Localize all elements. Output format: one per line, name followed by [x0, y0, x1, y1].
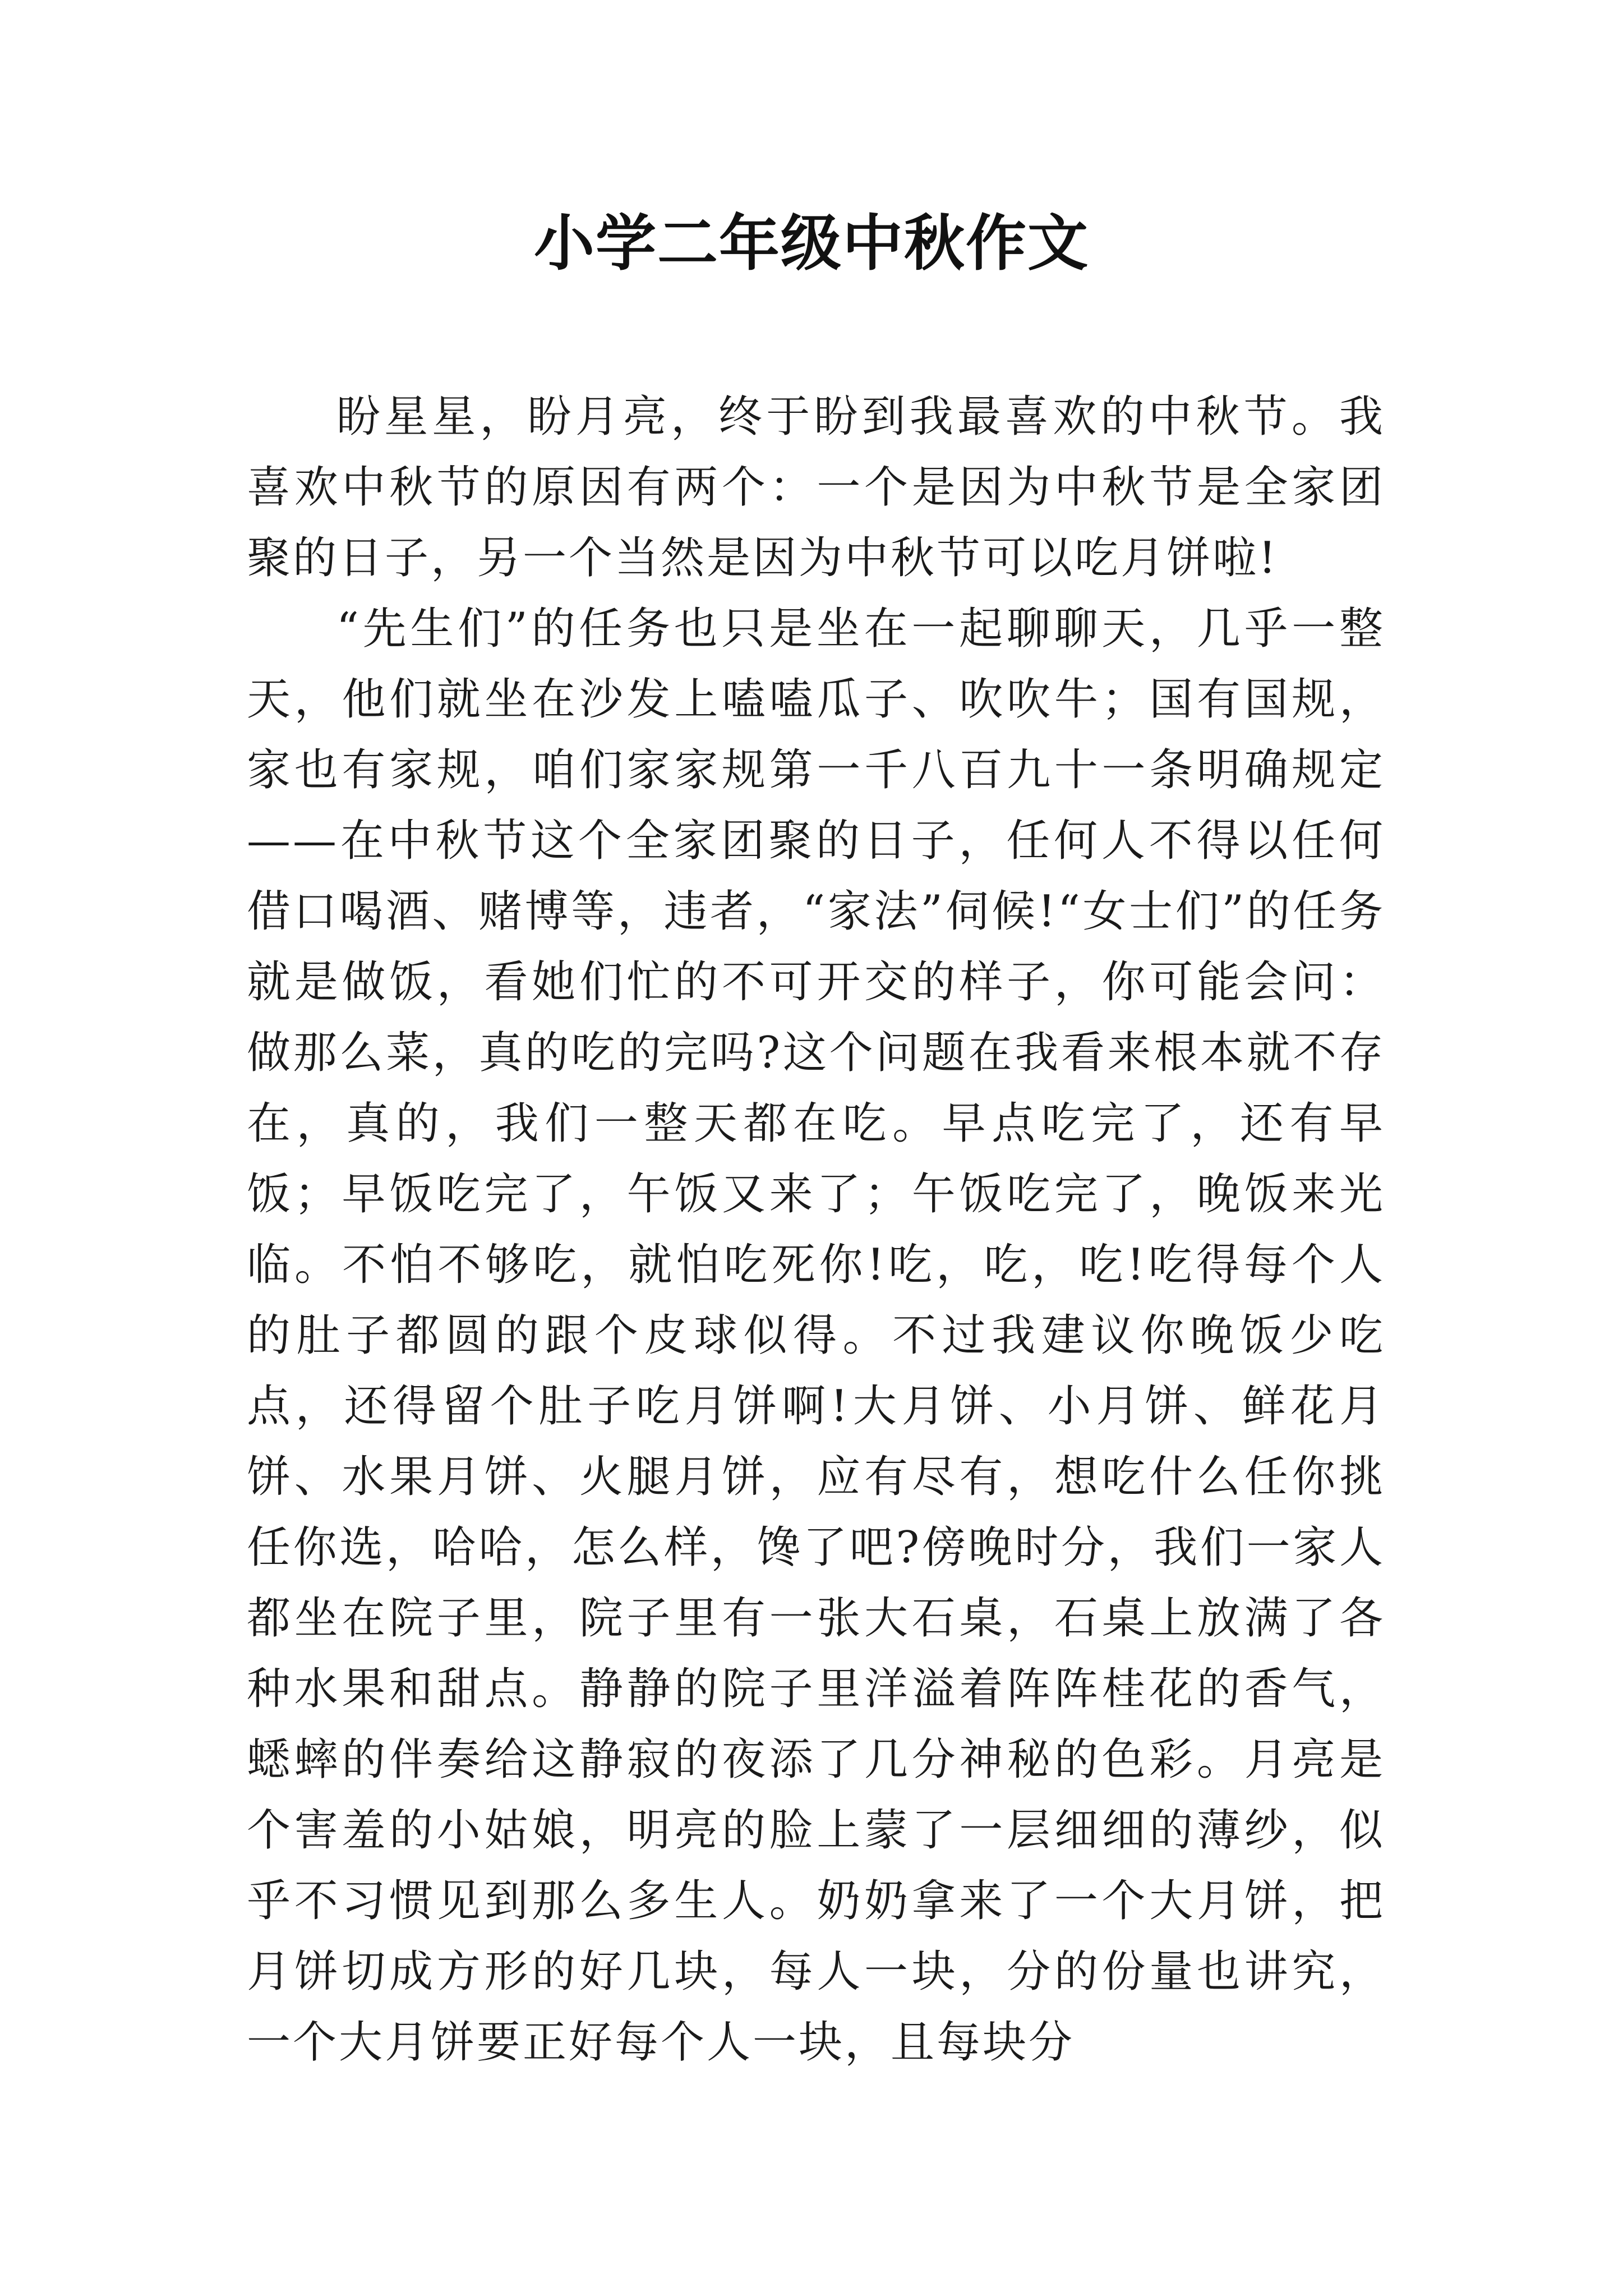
paragraph-main: “先生们”的任务也只是坐在一起聊聊天，几乎一整天，他们就坐在沙发上嗑嗑瓜子、吹吹牛；国有国规，家也有家规，咱们家家规第一千八百九十一条明确规定——在中秋节这个全家团聚的日子，任何人不得以任何借口喝酒、赌博等，违者，“家法”伺候!“女士们”的任务就是做饭，看她们忙的不可开交的样子，你可能会问：做那么菜，真的吃的完吗?这个问题在我看来根本就不存在，真的，我们一整天都在吃。早点吃完了，还有早饭；早饭吃完了，午饭又来了；午饭吃完了，晚饭来光临。不怕不够吃，就怕吃死你!吃，吃，吃!吃得每个人的肚子都圆的跟个皮球似得。不过我建议你晚饭少吃点，还得留个肚子吃月饼啊!大月饼、小月饼、鲜花月饼、水果月饼、火腿月饼，应有尽有，想吃什么任你挑任你选，哈哈，怎么样，馋了吧?傍晚时分，我们一家人都坐在院子里，院子里有一张大石桌，石桌上放满了各种水果和甜点。静静的院子里洋溢着阵阵桂花的香气，蟋蟀的伴奏给这静寂的夜添了几分神秘的色彩。月亮是个害羞的小姑娘，明亮的脸上蒙了一层细细的薄纱，似乎不习惯见到那么多生人。奶奶拿来了一个大月饼，把月饼切成方形的好几块，每人一块，分的份量也讲究，一个大月饼要正好每个人一块，且每块分	[247, 604, 1385, 2068]
document-body	[247, 381, 1385, 2078]
paragraph-intro: 盼星星，盼月亮，终于盼到我最喜欢的中秋节。我喜欢中秋节的原因有两个：一个是因为中秋节是全家团聚的日子，另一个当然是因为中秋节可以吃月饼啦!	[247, 392, 1385, 583]
document-title: 小学二年级中秋作文	[533, 209, 1089, 279]
